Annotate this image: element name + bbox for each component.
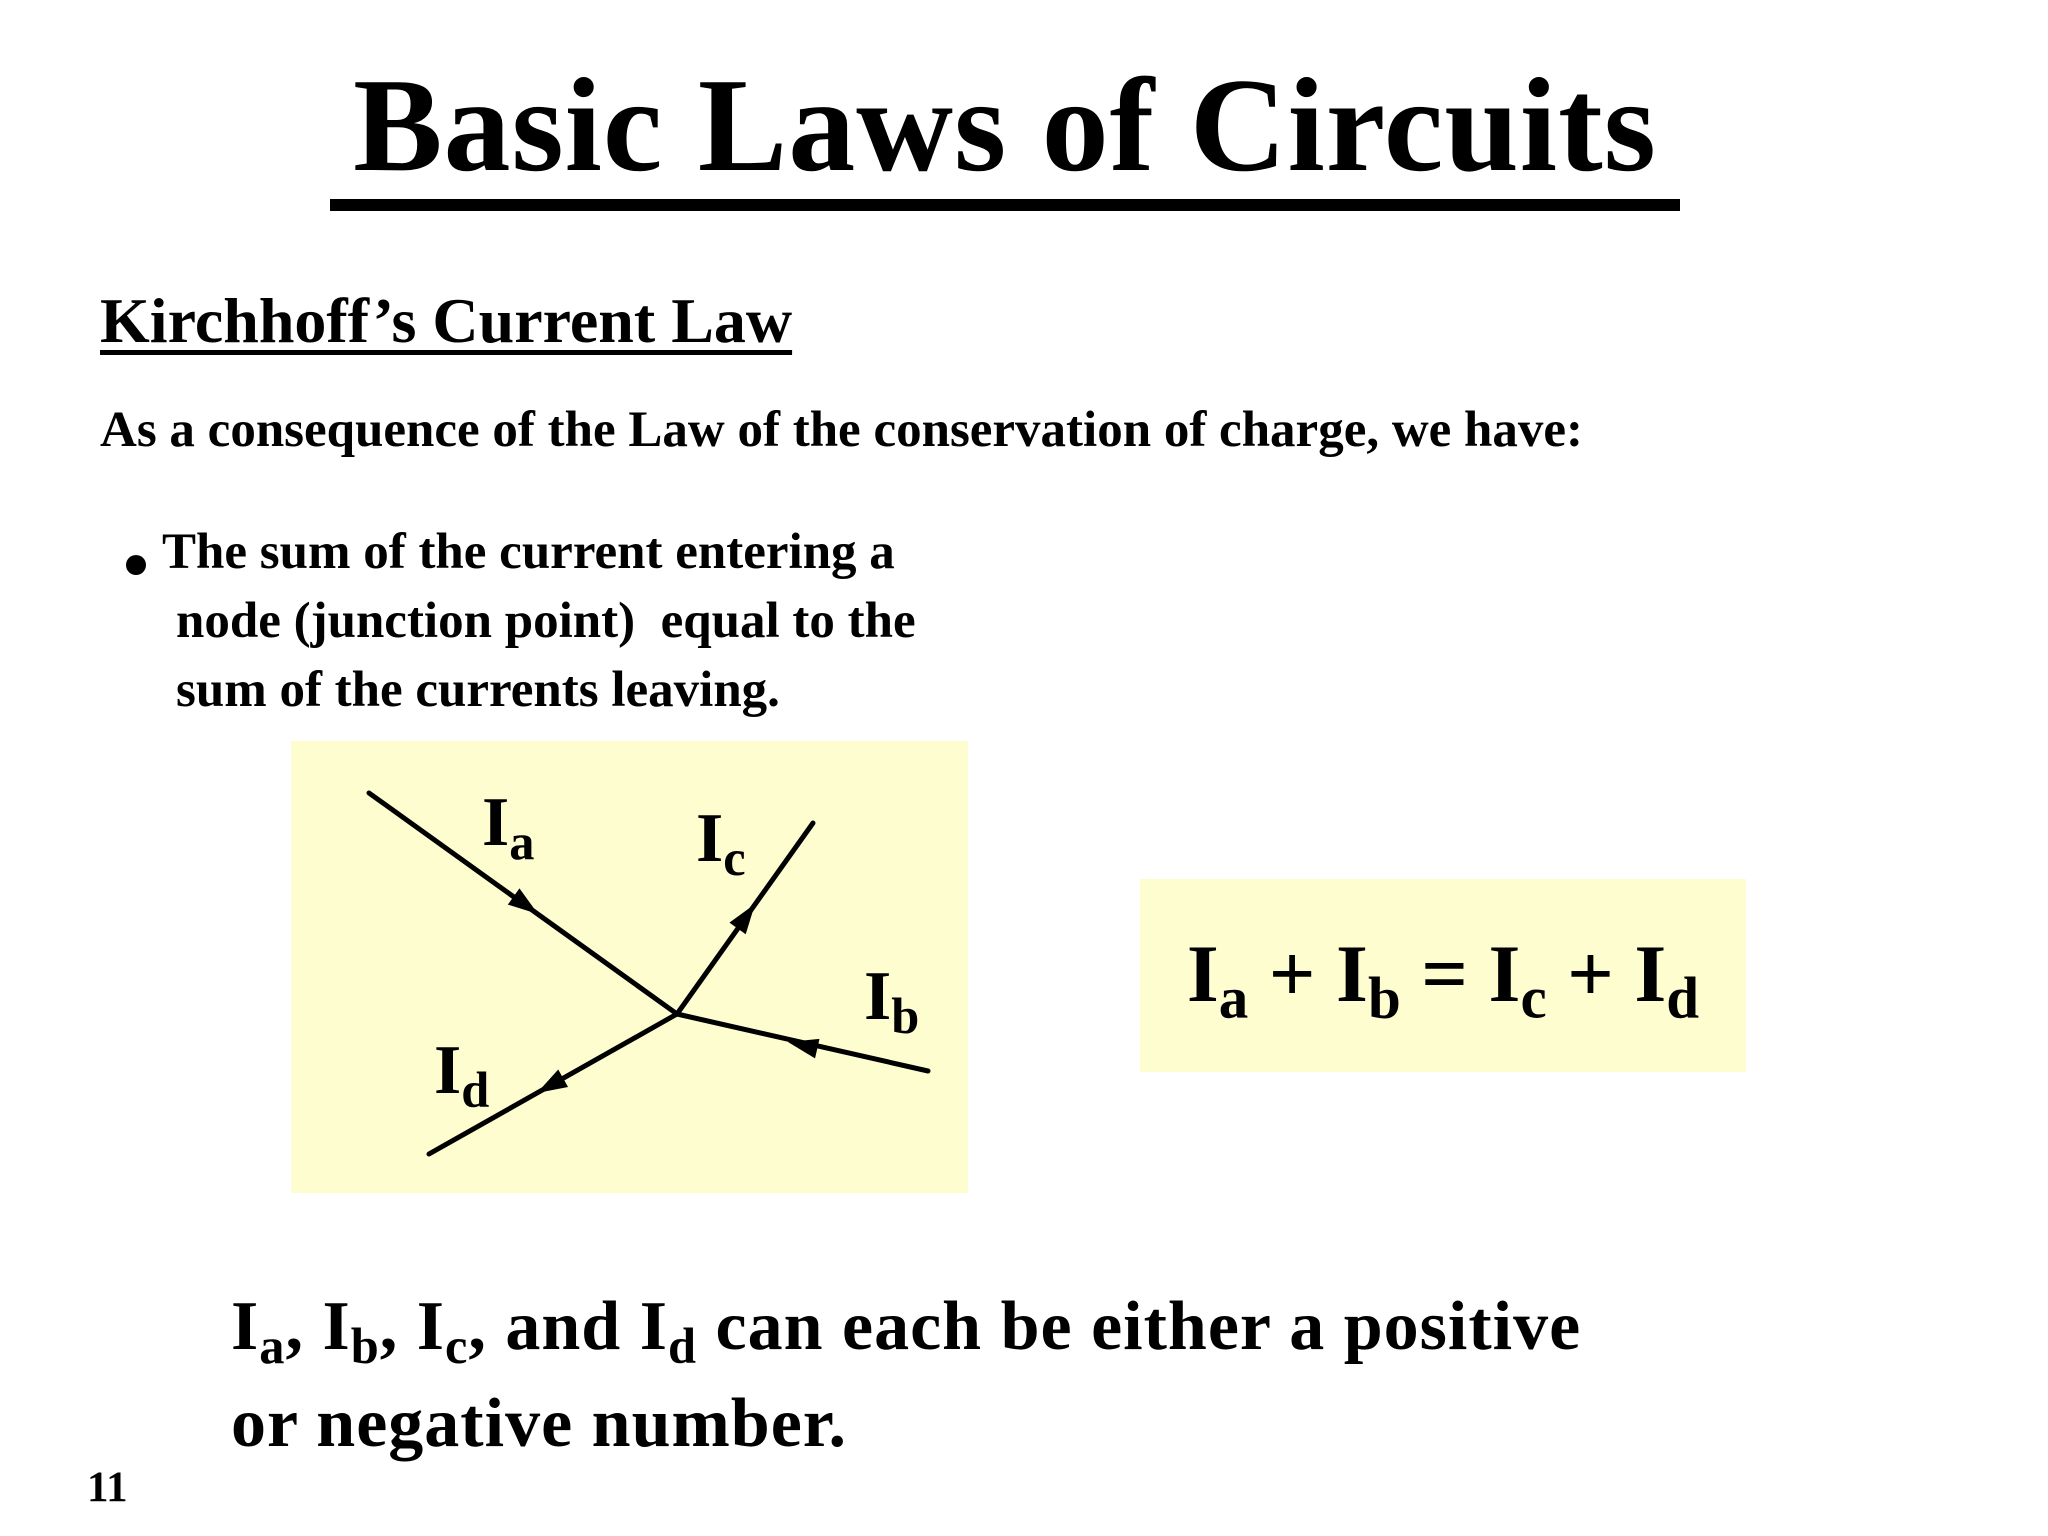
section-heading: Kirchhoff’s Current Law [100,285,793,356]
intro-text: As a consequence of the Law of the conservation of charge, we have: [100,402,1584,458]
label-id: $I_d$ [434,1032,490,1119]
sign-convention-note [231,1278,1581,1472]
note-line-2: or negative number. [231,1385,847,1462]
kcl-node-diagram [291,741,968,1193]
bullet-icon [126,555,146,575]
bullet-paragraph [162,518,1062,725]
branch-d-arrow-icon [532,1070,568,1102]
kcl-equation-box [1140,879,1746,1072]
note-line-1: $I_a$, $I_b$, $I_c$, and $I_d$ can each be either a positive [231,1288,1582,1375]
page-number: 11 [87,1464,128,1511]
label-ia: $I_a$ [482,784,535,871]
bullet-line-1: The sum of the current entering a [162,524,895,580]
bullet-line-2: node (junction point) equal to the [176,593,916,649]
slide-title: Basic Laws of Circuits [353,51,1657,199]
branch-b-arrow-icon [786,1032,820,1058]
bullet-line-3: sum of the currents leaving. [176,662,780,718]
title-underline-rule [330,199,1680,211]
label-ic: $I_c$ [696,800,746,887]
kcl-equation: $I_a + I_b = I_c + I_d$ [1186,928,1700,1031]
label-ib: $I_b$ [864,958,920,1045]
